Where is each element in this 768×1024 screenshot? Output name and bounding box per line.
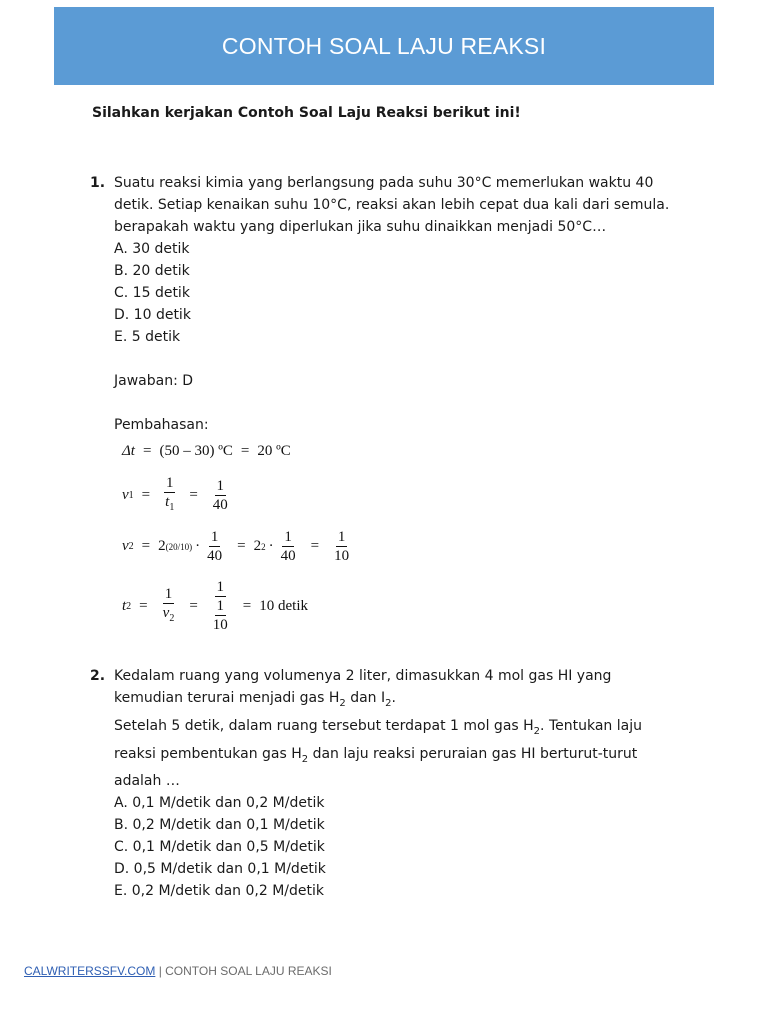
option-a: A. 0,1 M/detik dan 0,2 M/detik <box>114 795 325 812</box>
footer-link[interactable]: CALWRITERSSFV.COM <box>24 964 156 978</box>
question-line: Setelah 5 detik, dalam ruang tersebut terdapat 1 mol gas $H_2$. Tentukan laju <box>114 717 642 737</box>
option-d: D. 0,5 M/detik dan 0,1 M/detik <box>114 861 326 878</box>
option-b: B. 20 detik <box>114 263 190 279</box>
fraction: $\frac{1}{t_1}$ <box>165 475 175 513</box>
question-2 <box>90 665 690 902</box>
option-b: B. 0,2 M/detik dan 0,1 M/detik <box>114 817 325 834</box>
option-c: C. 15 detik <box>114 285 190 301</box>
question-line: adalah … <box>114 773 180 790</box>
question-line: kemudian terurai menjadi gas $H_2$ dan $I_2$. <box>114 690 396 709</box>
option-c: C. 0,1 M/detik dan 0,5 M/detik <box>114 839 325 856</box>
intro-text: Silahkan kerjakan Contoh Soal Laju Reaksi berikut ini! <box>92 105 521 121</box>
option-a: A. 30 detik <box>114 241 190 257</box>
discussion-label: Pembahasan: <box>114 417 209 433</box>
option-e: E. 0,2 M/detik dan 0,2 M/detik <box>114 883 324 900</box>
question-1 <box>90 172 690 436</box>
fraction: $\frac{1}{40}$ <box>212 478 228 513</box>
question-number: 2. <box>90 668 106 684</box>
question-line: berapakah waktu yang diperlukan jika suhu dinaikkan menjadi 50°C… <box>114 219 607 235</box>
question-line: detik. Setiap kenaikan suhu 10°C, reaksi akan lebih cepat dua kali dari semula. <box>114 197 670 213</box>
footer-text: | CONTOH SOAL LAJU REAKSI <box>155 964 332 978</box>
page-header <box>54 7 714 85</box>
compound-fraction: 1 1 10 <box>212 579 228 633</box>
option-d: D. 10 detik <box>114 307 191 323</box>
question-line: Kedalam ruang yang volumenya 2 liter, dimasukkan 4 mol gas HI yang <box>114 668 612 684</box>
math-v1: v 1 = $\frac{1}{t_1}$ = $\frac{1}{40}$ <box>122 474 235 517</box>
math-symbol: Δt <box>122 443 135 459</box>
fraction: $\frac{1}{40}$ <box>207 529 223 564</box>
fraction: $\frac{1}{v_2}$ <box>162 585 175 624</box>
option-e: E. 5 detik <box>114 329 181 345</box>
math-delta-t: Δt = (50 – 30) ºC = 20 ºC <box>122 443 291 459</box>
question-line: Suatu reaksi kimia yang berlangsung pada suhu 30°C memerlukan waktu 40 <box>114 175 654 191</box>
page-footer <box>24 964 332 978</box>
fraction: $\frac{1}{40}$ <box>280 529 296 564</box>
page-title: CONTOH SOAL LAJU REAKSI <box>221 32 547 59</box>
math-v2: v 2 = 2 (20/10) · $\frac{1}{40}$ = 2 2 · $\frac{1}{40}$ = $\frac{1}{10}$ <box>122 529 350 564</box>
answer: Jawaban: D <box>114 373 194 389</box>
question-number: 1. <box>90 175 106 191</box>
question-line: reaksi pembentukan gas $H_2$ dan laju reaksi peruraian gas HI berturut-turut <box>114 745 638 765</box>
fraction: $\frac{1}{10}$ <box>334 529 350 564</box>
math-t2: t 2 = $\frac{1}{v_2}$ = 1 1 10 = 10 detik <box>122 579 308 633</box>
